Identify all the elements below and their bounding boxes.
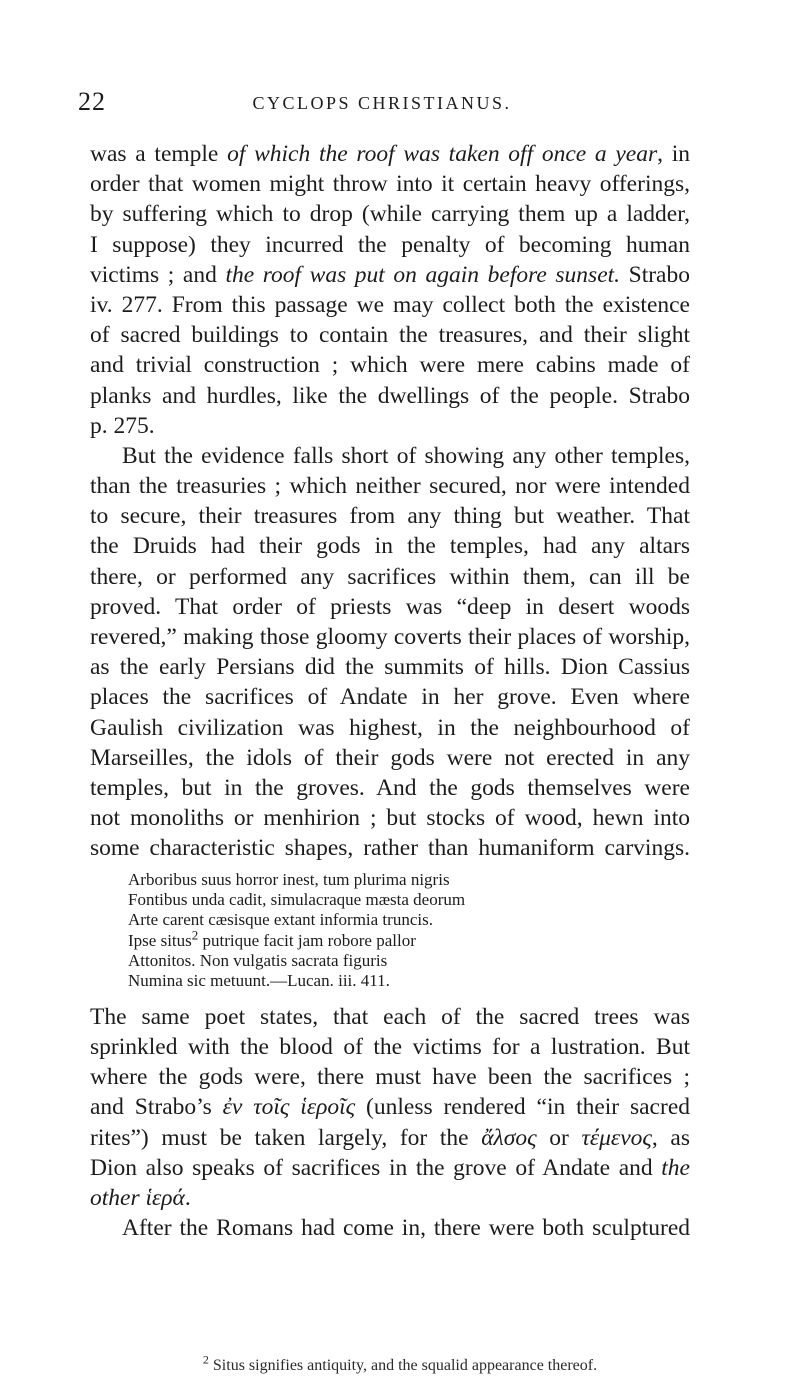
text-line: But the evidence falls short of showing any other temples, — [122, 442, 690, 469]
running-head: CYCLOPS CHRISTIANUS. — [252, 93, 512, 113]
quote-line: Fontibus unda cadit, simulacraque mæsta deorum — [128, 889, 466, 909]
quote-line: Ipse situs$^2$ putrique facit jam robore pallor — [128, 927, 416, 950]
body-text — [90, 139, 690, 1243]
text-line: planks and hurdles, like the dwellings of the people. Strabo — [90, 382, 690, 409]
footnote-text: Situs signifies antiquity, and the squalid appearance thereof. — [208, 1357, 598, 1374]
text-line: Gaulish civilization was highest, in the neighbourhood of — [90, 714, 690, 741]
quote-line: Attonitos. Non vulgatis sacrata figuris — [128, 951, 388, 971]
greek-word: τέμενος — [581, 1124, 652, 1151]
text-line: and Strabo’s ἐν τοῖς ἱεροῖς (unless rendered “in their sacred — [90, 1094, 690, 1121]
text-line: to secure, their treasures from any thing but weather. That — [90, 503, 690, 530]
text-line: places the sacrifices of Andate in her grove. Even where — [90, 684, 690, 711]
footnote — [0, 1352, 800, 1376]
text-line: some characteristic shapes, rather than humaniform carvings. — [90, 835, 690, 862]
text-line: not monoliths or menhirion ; but stocks of wood, hewn into — [90, 805, 690, 832]
text-line: other ἱερά. — [90, 1184, 191, 1211]
text-line: victims ; and the roof was put on again before sunset. Strabo — [90, 261, 690, 288]
text-line: Marseilles, the idols of their gods were not erected in any — [90, 744, 690, 771]
text-line: After the Romans had come in, there were both sculptured — [122, 1215, 690, 1242]
paragraph-1 — [90, 139, 690, 441]
text-line: was a temple of which the roof was taken off once a year, in — [90, 141, 690, 167]
text-line: I suppose) they incurred the penalty of becoming human — [90, 231, 690, 258]
paragraph-3 — [90, 1002, 690, 1213]
text-line: rites”) must be taken largely, for the ἄλσος or τέμενος, as — [90, 1124, 691, 1151]
footnote-reference: 2 — [191, 927, 199, 943]
text-line: where the gods were, there must have been the sacrifices ; — [90, 1064, 690, 1091]
greek-phrase: ἐν τοῖς ἱεροῖς — [222, 1094, 356, 1121]
page-header — [78, 86, 686, 118]
text-line: the Druids had their gods in the temples, had any altars — [90, 533, 690, 560]
text-line: of sacred buildings to contain the treasures, and their slight — [90, 322, 690, 349]
page-number: 22 — [78, 87, 106, 116]
text-line: order that women might throw into it certain heavy offerings, — [90, 171, 690, 198]
text-line: p. 275. — [90, 412, 155, 439]
text-line: than the treasuries ; which neither secured, nor were intended — [90, 473, 690, 500]
text-line: iv. 277. From this passage we may collect both the existence — [90, 291, 690, 318]
text-line: revered,” making those gloomy coverts their places of worship, — [90, 624, 690, 650]
footnote-mark: 2 — [202, 1352, 209, 1367]
quote-line: Arboribus suus horror inest, tum plurima nigris — [128, 869, 450, 889]
text-line: Dion also speaks of sacrifices in the grove of Andate and the — [90, 1154, 690, 1181]
text-line: by suffering which to drop (while carrying them up a ladder, — [90, 201, 690, 228]
greek-word: ἄλσος — [481, 1124, 537, 1151]
paragraph-2 — [90, 441, 690, 864]
text-line: and trivial construction ; which were mere cabins made of — [90, 352, 690, 379]
text-line: there, or performed any sacrifices within them, can ill be — [90, 563, 690, 590]
quote-line: Arte carent cæsisque extant informia truncis. — [128, 910, 433, 930]
text-line: temples, but in the groves. And the gods themselves were — [90, 774, 690, 801]
text-line: proved. That order of priests was “deep in desert woods — [90, 593, 690, 620]
block-quote — [90, 870, 690, 992]
text-line: sprinkled with the blood of the victims for a lustration. But — [90, 1034, 690, 1061]
paragraph-4 — [90, 1213, 690, 1243]
text-line: The same poet states, that each of the sacred trees was — [90, 1003, 690, 1030]
quote-line: Numina sic metuunt.—Lucan. iii. 411. — [128, 971, 390, 991]
text-line: as the early Persians did the summits of hills. Dion Cassius — [90, 654, 690, 681]
